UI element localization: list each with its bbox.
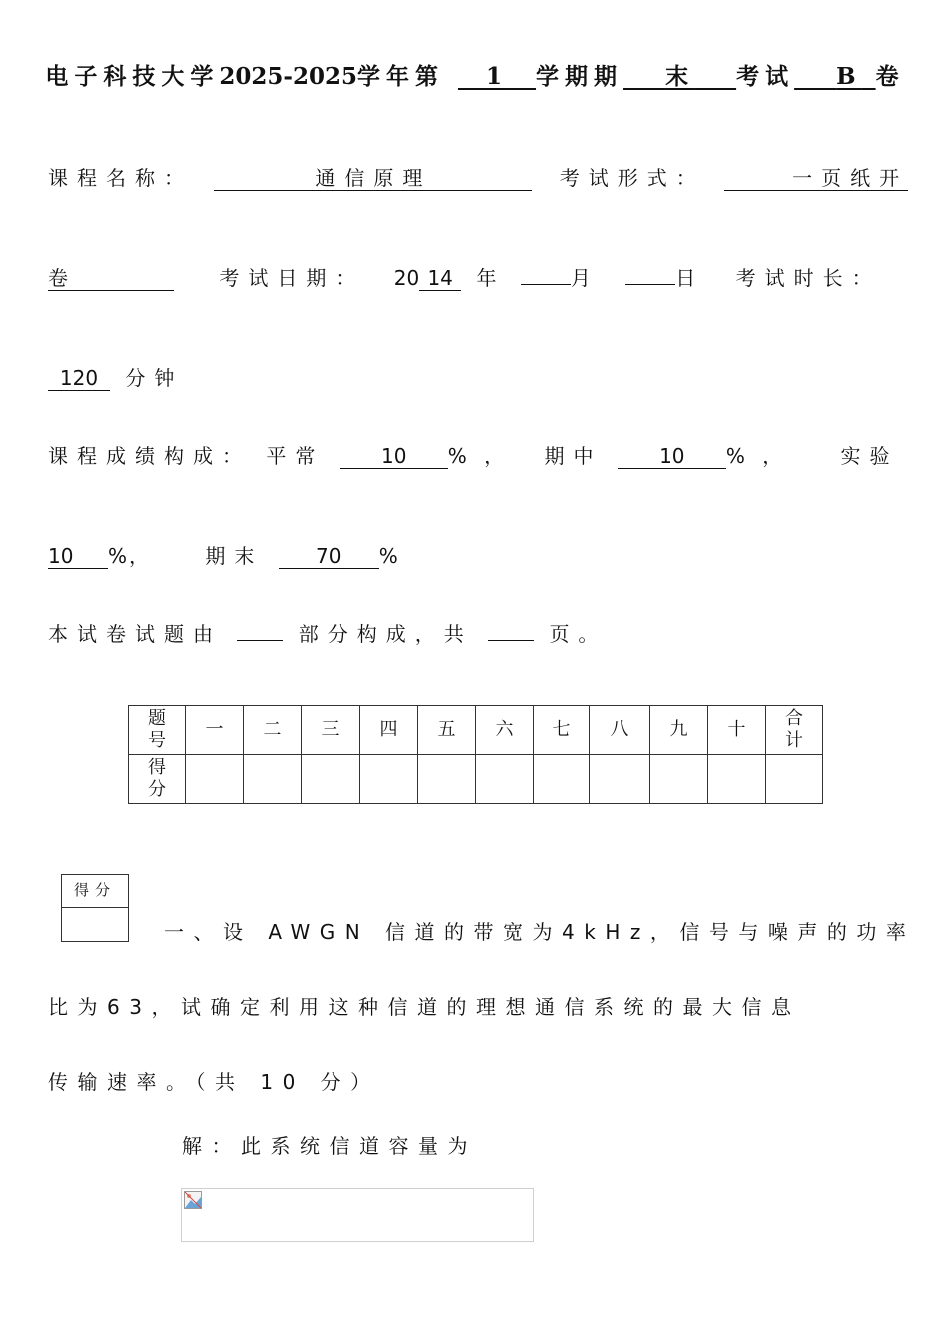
title-text-2: 学期期 xyxy=(536,63,624,90)
composition-text-2: 部分构成，共 xyxy=(298,622,473,646)
score-table-col-2: 二 xyxy=(244,706,302,755)
grading-lab-label: 实验 xyxy=(840,444,899,468)
title-exam-period-value: 末 xyxy=(665,63,695,90)
question1-score-label: 得分 xyxy=(62,875,128,908)
title-text-3: 考试 xyxy=(736,63,795,90)
composition-pages-field xyxy=(488,640,534,641)
score-table-header-label xyxy=(129,706,186,755)
score-table-score-row xyxy=(129,755,823,804)
exam-duration-unit: 分钟 xyxy=(125,366,184,390)
score-table-header-row xyxy=(129,706,823,755)
score-table-score-label xyxy=(129,755,186,804)
grading-sep-2: ， xyxy=(762,444,792,468)
title-school: 电子科技大学 xyxy=(45,63,220,90)
title-paper xyxy=(794,63,876,90)
score-table-total-header xyxy=(766,706,823,755)
title-year-range: 2025-2025 xyxy=(219,63,357,90)
grading-line-2 xyxy=(48,540,400,569)
grading-mid-percent: % xyxy=(725,444,747,468)
exam-date-year-suffix: 14 xyxy=(419,266,461,291)
score-cell-8[interactable] xyxy=(590,755,650,804)
composition-text-1: 本试卷试题由 xyxy=(48,622,222,646)
solution-text: 解：此系统信道容量为 xyxy=(182,1134,477,1158)
score-table-col-4: 四 xyxy=(360,706,418,755)
score-table-col-6: 六 xyxy=(476,706,534,755)
score-table-total-header-text: 合计 xyxy=(785,708,803,751)
grading-normal-label: 平常 xyxy=(266,444,325,468)
grading-lab-percent: % xyxy=(108,544,130,568)
broken-image-icon xyxy=(184,1191,202,1209)
score-table-col-7: 七 xyxy=(534,706,590,755)
exam-date-month-field xyxy=(521,284,571,285)
exam-duration-field: 120 xyxy=(48,366,110,391)
score-cell-4[interactable] xyxy=(360,755,418,804)
grading-normal-percent: % xyxy=(447,444,469,468)
exam-date-year-prefix: 20 xyxy=(393,266,420,290)
score-cell-6[interactable] xyxy=(476,755,534,804)
composition-text-3: 页。 xyxy=(549,622,608,646)
grading-final-field: 70 xyxy=(279,544,379,569)
grading-sep-3: ， xyxy=(129,544,159,568)
grading-sep-1: ， xyxy=(484,444,514,468)
grading-mid-field: 10 xyxy=(618,444,726,469)
title-paper-value: B xyxy=(836,63,862,90)
score-table-score-label-text: 得分 xyxy=(148,757,166,800)
question1-line-1: 一、设 AWGN 信道的带宽为4kHz，信号与噪声的功率 xyxy=(164,920,916,944)
exam-duration-label: 考试时长： xyxy=(735,266,881,290)
exam-form-field-2: 卷 xyxy=(48,266,174,291)
grading-final-percent: % xyxy=(378,544,400,568)
course-name-field: 通信原理 xyxy=(214,166,532,191)
composition-line xyxy=(48,618,607,647)
title-term xyxy=(458,63,536,90)
score-table-col-1: 一 xyxy=(186,706,244,755)
grading-final-label: 期末 xyxy=(205,544,264,568)
score-cell-2[interactable] xyxy=(244,755,302,804)
duration-line xyxy=(48,362,183,391)
score-table-col-8: 八 xyxy=(590,706,650,755)
question1-score-field[interactable] xyxy=(62,908,128,942)
score-table-col-3: 三 xyxy=(302,706,360,755)
exam-form-field-1: 一页纸开 xyxy=(724,166,908,191)
question1-score-box xyxy=(61,874,129,942)
composition-parts-field xyxy=(237,640,283,641)
score-table xyxy=(128,705,823,804)
date-line xyxy=(48,262,881,291)
score-table-col-5: 五 xyxy=(418,706,476,755)
exam-title xyxy=(0,58,950,91)
grading-lab-field: 10 xyxy=(48,544,108,569)
formula-image xyxy=(181,1188,534,1242)
exam-date-day-field xyxy=(625,284,675,285)
score-cell-3[interactable] xyxy=(302,755,360,804)
course-name-label: 课程名称： xyxy=(48,166,193,190)
score-table-header-label-text: 题号 xyxy=(148,708,166,751)
score-cell-10[interactable] xyxy=(708,755,766,804)
exam-date-label: 考试日期： xyxy=(219,266,365,290)
question1-line-3: 传输速率。（共 10 分） xyxy=(48,1070,380,1094)
exam-date-day-unit: 日 xyxy=(675,266,705,290)
score-table-col-9: 九 xyxy=(650,706,708,755)
grading-normal-field: 10 xyxy=(340,444,448,469)
exam-date-month-unit: 月 xyxy=(570,266,600,290)
score-cell-1[interactable] xyxy=(186,755,244,804)
title-term-value: 1 xyxy=(486,63,509,90)
title-exam-period xyxy=(623,63,736,90)
score-cell-9[interactable] xyxy=(650,755,708,804)
score-cell-total[interactable] xyxy=(766,755,823,804)
grading-line-1 xyxy=(48,440,899,469)
score-cell-5[interactable] xyxy=(418,755,476,804)
exam-form-label: 考试形式： xyxy=(559,166,705,190)
exam-date-year-unit: 年 xyxy=(476,266,506,290)
grading-mid-label: 期中 xyxy=(544,444,603,468)
title-text-4: 卷 xyxy=(875,63,905,90)
title-text-1: 学年第 xyxy=(356,63,444,90)
score-table-col-10: 十 xyxy=(708,706,766,755)
grading-label: 课程成绩构成： xyxy=(48,444,251,468)
course-line xyxy=(48,162,908,191)
score-cell-7[interactable] xyxy=(534,755,590,804)
question1-line-2: 比为63，试确定利用这种信道的理想通信系统的最大信息 xyxy=(48,995,801,1019)
